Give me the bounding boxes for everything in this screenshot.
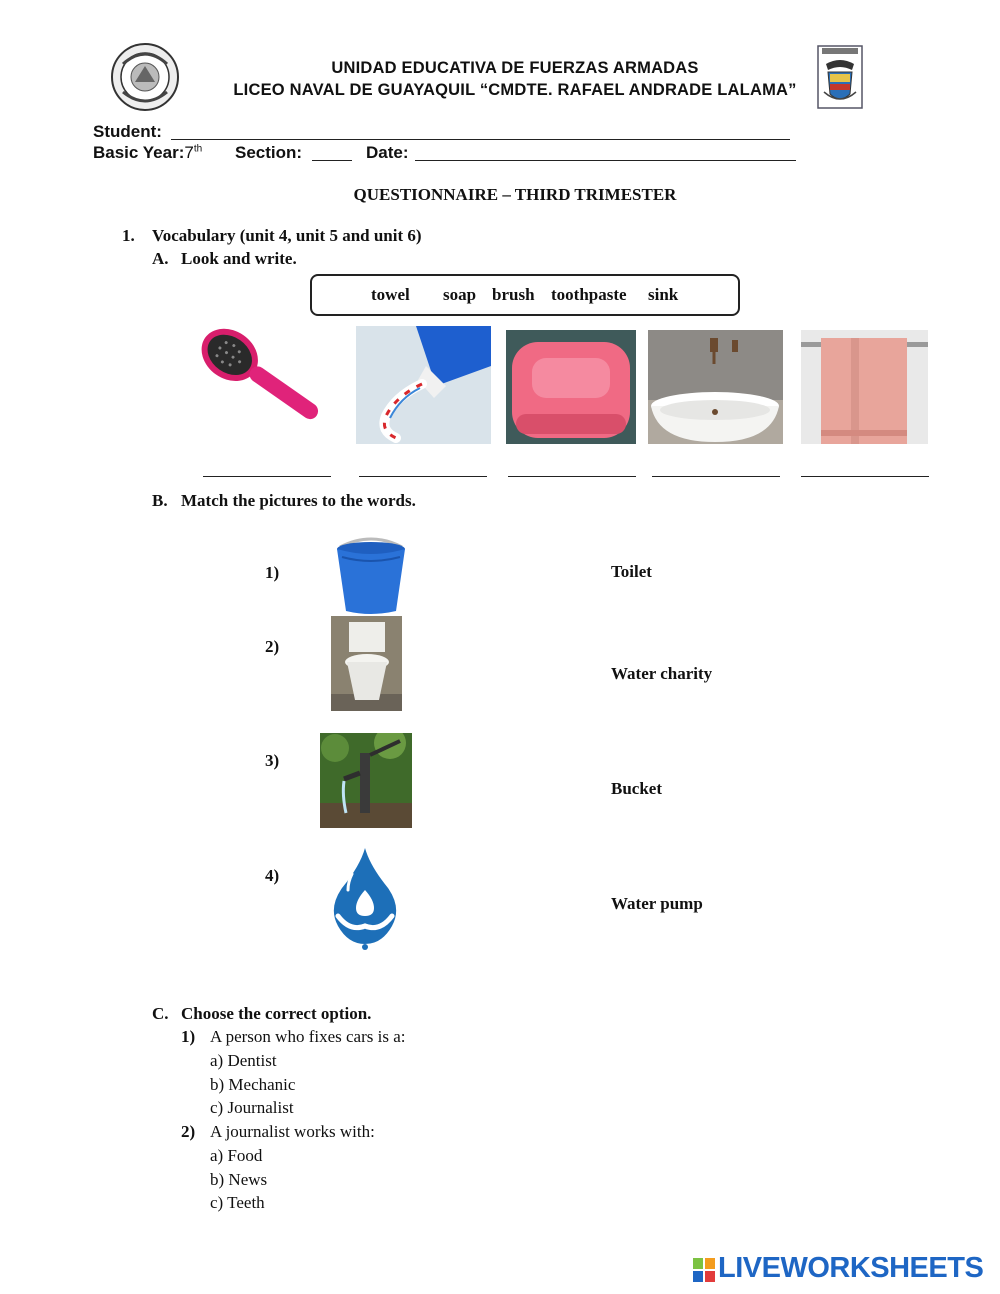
match-number-1: 1)	[265, 563, 280, 582]
match-word-toilet[interactable]: Toilet	[611, 562, 652, 581]
question-1-option-a[interactable]: a) Dentist	[210, 1051, 277, 1070]
basic-year-label: Basic Year:7th	[93, 143, 203, 162]
match-number-3: 3)	[265, 751, 280, 770]
question-1-text: A person who fixes cars is a:	[210, 1027, 406, 1046]
match-number-4: 4)	[265, 866, 280, 885]
q1-number: 1.	[122, 226, 135, 245]
answer-line-3[interactable]	[508, 476, 636, 477]
word-sink: sink	[648, 285, 679, 304]
basic-year-suffix: th	[193, 143, 203, 155]
word-toothpaste: toothpaste	[551, 285, 627, 304]
water-pump-picture[interactable]	[320, 733, 412, 828]
question-2-text: A journalist works with:	[210, 1122, 375, 1141]
answer-line-2[interactable]	[359, 476, 487, 477]
answer-line-5[interactable]	[801, 476, 929, 477]
navy-seal-logo	[109, 42, 181, 112]
section-field[interactable]	[312, 160, 352, 161]
match-word-water-pump[interactable]: Water pump	[611, 894, 703, 913]
part-a-letter: A.	[152, 249, 169, 268]
match-word-water-charity[interactable]: Water charity	[611, 664, 713, 683]
student-name-field[interactable]	[171, 139, 790, 140]
question-2-option-c[interactable]: c) Teeth	[210, 1193, 265, 1212]
questionnaire-title: QUESTIONNAIRE – THIRD TRIMESTER	[353, 185, 677, 204]
part-c-heading: Choose the correct option.	[181, 1004, 372, 1023]
date-field[interactable]	[415, 160, 796, 161]
school-name-line1: UNIDAD EDUCATIVA DE FUERZAS ARMADAS	[331, 59, 699, 77]
match-number-2: 2)	[265, 637, 280, 656]
question-1-option-b[interactable]: b) Mechanic	[210, 1075, 296, 1094]
water-charity-icon[interactable]	[330, 846, 400, 950]
word-towel: towel	[371, 285, 410, 304]
part-a-heading: Look and write.	[181, 249, 297, 268]
toothpaste-picture	[356, 326, 491, 444]
hairbrush-picture	[185, 328, 335, 446]
bucket-picture[interactable]	[332, 537, 410, 615]
liveworksheets-logo[interactable]: LIVEWORKSHEETS	[718, 1252, 984, 1284]
student-label: Student:	[93, 122, 162, 141]
answer-line-4[interactable]	[652, 476, 780, 477]
word-brush: brush	[492, 285, 535, 304]
question-1-option-c[interactable]: c) Journalist	[210, 1098, 294, 1117]
question-2-number: 2)	[181, 1122, 196, 1141]
question-2-option-b[interactable]: b) News	[210, 1170, 268, 1189]
date-label: Date:	[366, 143, 409, 162]
section-label: Section:	[235, 143, 303, 162]
word-soap: soap	[443, 285, 477, 304]
answer-line-1[interactable]	[203, 476, 331, 477]
q1-heading: Vocabulary (unit 4, unit 5 and unit 6)	[152, 226, 422, 245]
towel-picture	[801, 330, 928, 444]
part-b-heading: Match the pictures to the words.	[181, 491, 416, 510]
school-name-line2: LICEO NAVAL DE GUAYAQUIL “CMDTE. RAFAEL ANDRADE LALAMA”	[233, 81, 797, 99]
basic-year-value: 7	[184, 143, 194, 162]
liveworksheets-mark-icon	[693, 1258, 715, 1282]
match-word-bucket[interactable]: Bucket	[611, 779, 662, 798]
toilet-picture[interactable]	[331, 616, 402, 711]
part-c-letter: C.	[152, 1004, 169, 1023]
question-1-number: 1)	[181, 1027, 196, 1046]
sink-picture	[648, 330, 783, 444]
soap-picture	[506, 330, 636, 444]
part-b-letter: B.	[152, 491, 168, 510]
question-2-option-a[interactable]: a) Food	[210, 1146, 263, 1165]
